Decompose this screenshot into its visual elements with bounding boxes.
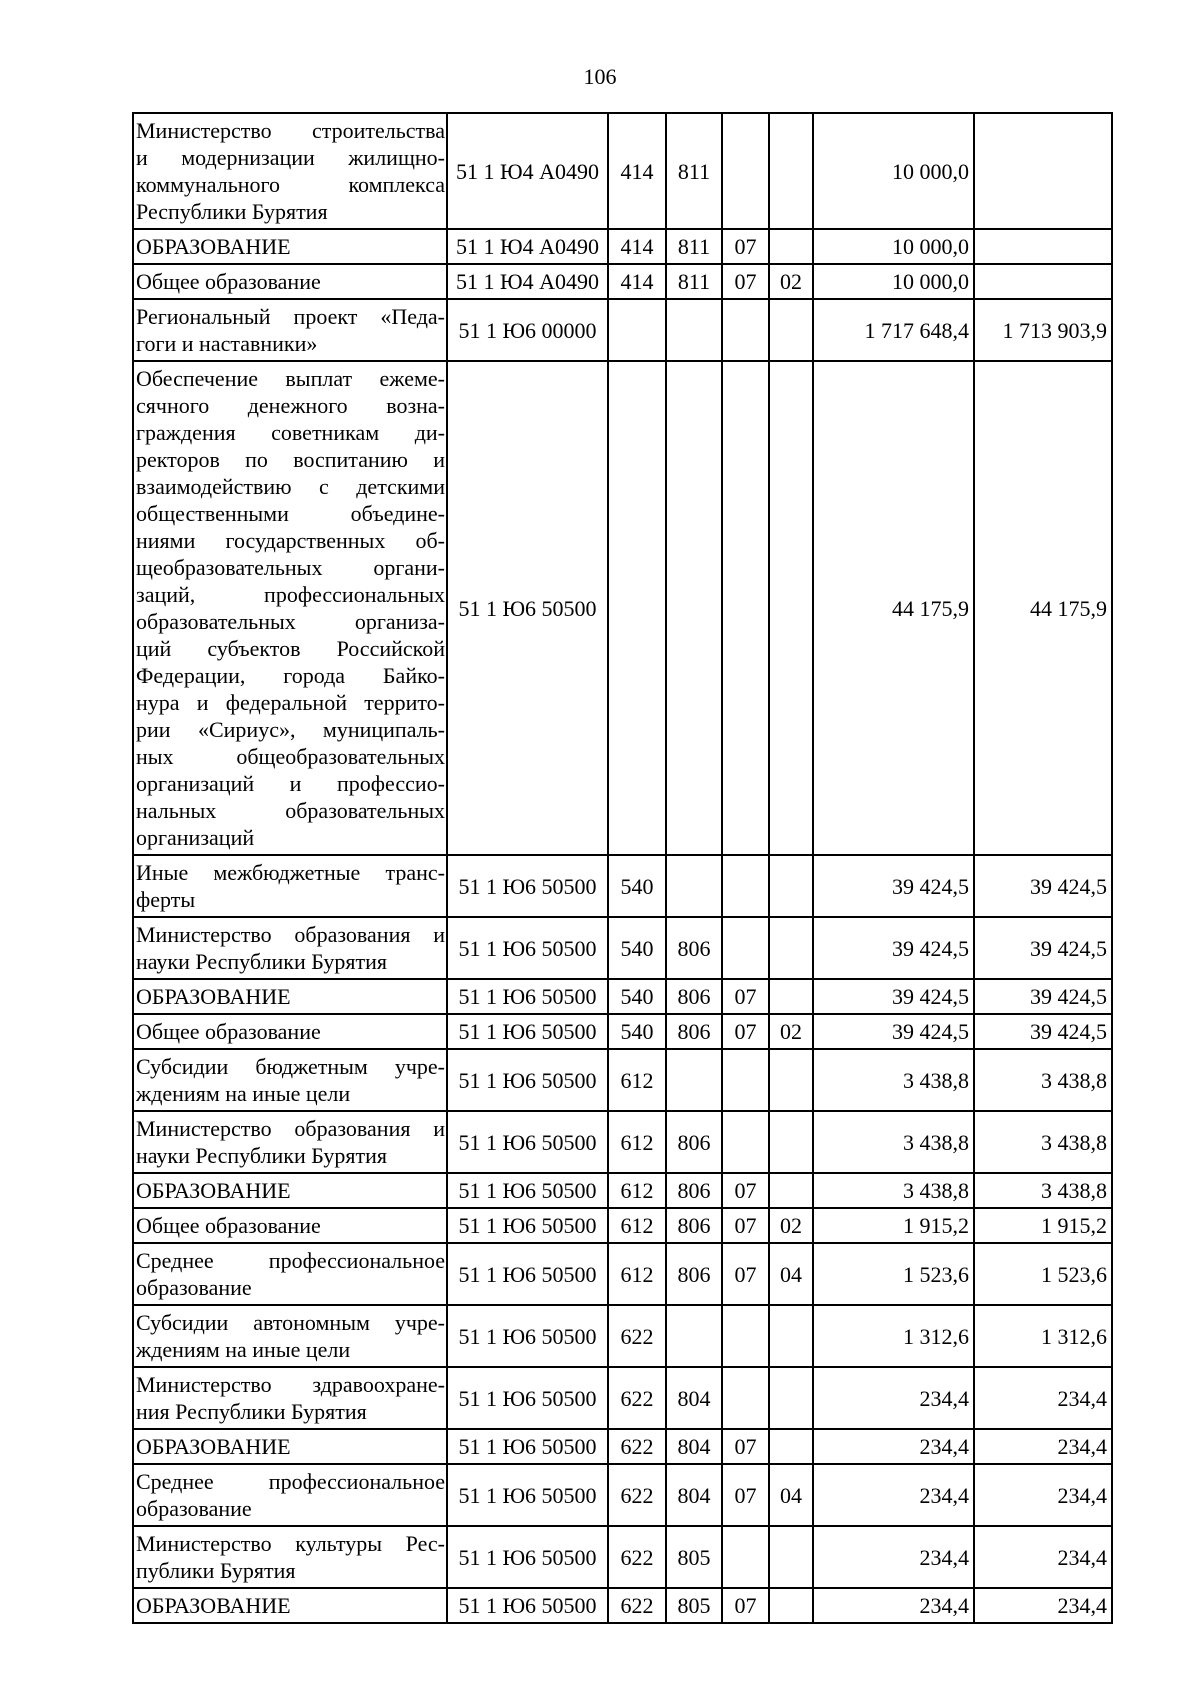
cell-pr [769,1367,813,1429]
cell-label [133,1111,447,1173]
cell-pr: 02 [769,1014,813,1049]
cell-label [133,917,447,979]
cell-sum2: 234,4 [974,1464,1112,1526]
cell-agency: 804 [666,1429,722,1464]
cell-label [133,1014,447,1049]
cell-sum2: 234,4 [974,1526,1112,1588]
cell-agency [666,361,722,855]
cell-code: 51 1 Ю6 50500 [447,979,608,1014]
cell-agency: 804 [666,1464,722,1526]
cell-agency [666,1305,722,1367]
cell-pr [769,1526,813,1588]
cell-sum1: 10 000,0 [813,264,974,299]
cell-rz: 07 [722,1014,769,1049]
label-line: науки Республики Бурятия [136,1143,387,1168]
cell-sum1: 3 438,8 [813,1111,974,1173]
table-row [133,917,1112,979]
table-row [133,113,1112,229]
cell-pr [769,855,813,917]
cell-rz [722,1305,769,1367]
cell-vr [608,299,666,361]
cell-sum2: 39 424,5 [974,1014,1112,1049]
cell-vr: 414 [608,264,666,299]
cell-vr: 612 [608,1243,666,1305]
cell-vr: 612 [608,1111,666,1173]
cell-code: 51 1 Ю6 50500 [447,1014,608,1049]
label-line: Иные межбюджетные транс- [136,860,445,885]
cell-sum2: 39 424,5 [974,855,1112,917]
cell-rz [722,1111,769,1173]
cell-sum2: 1 915,2 [974,1208,1112,1243]
cell-vr: 540 [608,979,666,1014]
label-line: ждениям на иные цели [136,1337,351,1362]
cell-vr: 612 [608,1173,666,1208]
cell-pr [769,113,813,229]
cell-code: 51 1 Ю4 А0490 [447,229,608,264]
table-row [133,1429,1112,1464]
label-line: организаций и профессио- [136,771,445,796]
cell-pr [769,361,813,855]
cell-code: 51 1 Ю6 50500 [447,917,608,979]
cell-agency: 804 [666,1367,722,1429]
table-row [133,979,1112,1014]
cell-code: 51 1 Ю6 50500 [447,1429,608,1464]
label-line: ОБРАЗОВАНИЕ [136,1434,291,1459]
cell-pr [769,1429,813,1464]
cell-sum2 [974,113,1112,229]
cell-code: 51 1 Ю6 50500 [447,1173,608,1208]
label-line: щеобразовательных органи- [136,555,445,580]
table-row [133,264,1112,299]
cell-sum2: 3 438,8 [974,1049,1112,1111]
cell-agency: 811 [666,264,722,299]
cell-vr: 414 [608,229,666,264]
cell-label [133,361,447,855]
table-row [133,1305,1112,1367]
cell-rz: 07 [722,264,769,299]
label-line: сячного денежного возна- [136,393,445,418]
cell-label [133,1464,447,1526]
cell-sum1: 1 312,6 [813,1305,974,1367]
label-line: Республики Бурятия [136,199,328,224]
cell-code: 51 1 Ю6 50500 [447,1111,608,1173]
cell-code: 51 1 Ю6 50500 [447,855,608,917]
cell-agency [666,855,722,917]
cell-sum2: 39 424,5 [974,917,1112,979]
cell-vr: 622 [608,1526,666,1588]
cell-agency: 806 [666,1111,722,1173]
label-line: нальных образовательных [136,798,445,823]
label-line: граждения советникам ди- [136,420,445,445]
cell-code: 51 1 Ю4 А0490 [447,264,608,299]
cell-rz [722,1367,769,1429]
label-line: Среднее профессиональное [136,1469,445,1494]
label-line: образовательных организа- [136,609,445,634]
cell-sum2: 234,4 [974,1429,1112,1464]
cell-code: 51 1 Ю6 00000 [447,299,608,361]
cell-sum2: 1 312,6 [974,1305,1112,1367]
label-line: образование [136,1496,252,1521]
cell-pr [769,1173,813,1208]
cell-label [133,299,447,361]
cell-vr: 622 [608,1305,666,1367]
cell-vr: 622 [608,1464,666,1526]
cell-sum2: 44 175,9 [974,361,1112,855]
cell-agency: 805 [666,1526,722,1588]
cell-code: 51 1 Ю6 50500 [447,1305,608,1367]
table-row [133,1111,1112,1173]
cell-sum1: 39 424,5 [813,855,974,917]
budget-table [132,112,1113,1624]
cell-rz: 07 [722,979,769,1014]
cell-pr [769,229,813,264]
cell-sum1: 39 424,5 [813,1014,974,1049]
label-line: ОБРАЗОВАНИЕ [136,984,291,1009]
label-line: ций субъектов Российской [136,636,445,661]
table-row [133,361,1112,855]
cell-sum1: 44 175,9 [813,361,974,855]
table-row [133,1208,1112,1243]
cell-label [133,1173,447,1208]
cell-label [133,855,447,917]
cell-code: 51 1 Ю6 50500 [447,1208,608,1243]
label-line: рии «Сириус», муниципаль- [136,717,445,742]
label-line: ректоров по воспитанию и [136,447,445,472]
page-number: 106 [583,64,617,89]
cell-rz [722,917,769,979]
label-line: и модернизации жилищно- [136,145,445,170]
label-line: Министерство здравоохране- [136,1372,445,1397]
cell-rz: 07 [722,1464,769,1526]
cell-pr [769,1111,813,1173]
table-row [133,1243,1112,1305]
cell-rz: 07 [722,229,769,264]
table-row [133,1014,1112,1049]
cell-code: 51 1 Ю6 50500 [447,1243,608,1305]
cell-agency: 806 [666,1014,722,1049]
label-line: ОБРАЗОВАНИЕ [136,1178,291,1203]
cell-agency: 811 [666,229,722,264]
cell-pr: 02 [769,264,813,299]
cell-sum1: 3 438,8 [813,1173,974,1208]
cell-pr [769,917,813,979]
cell-vr: 612 [608,1049,666,1111]
cell-vr: 622 [608,1588,666,1623]
cell-rz [722,1049,769,1111]
cell-vr: 622 [608,1367,666,1429]
cell-sum2: 1 523,6 [974,1243,1112,1305]
cell-vr: 540 [608,917,666,979]
cell-pr [769,979,813,1014]
cell-agency [666,1049,722,1111]
cell-label [133,1588,447,1623]
label-line: науки Республики Бурятия [136,949,387,974]
cell-sum1: 39 424,5 [813,917,974,979]
label-line: ния Республики Бурятия [136,1399,367,1424]
cell-pr: 04 [769,1464,813,1526]
cell-label [133,1367,447,1429]
cell-code: 51 1 Ю6 50500 [447,1049,608,1111]
label-line: коммунального комплекса [136,172,445,197]
cell-label [133,1243,447,1305]
cell-agency: 806 [666,1173,722,1208]
label-line: Федерации, города Байко- [136,663,445,688]
cell-agency [666,299,722,361]
cell-agency: 806 [666,1243,722,1305]
cell-sum2 [974,264,1112,299]
cell-pr [769,1588,813,1623]
cell-rz: 07 [722,1588,769,1623]
label-line: публики Бурятия [136,1558,296,1583]
label-line: взаимодействию с детскими [136,474,445,499]
label-line: ОБРАЗОВАНИЕ [136,1593,291,1618]
cell-label [133,264,447,299]
label-line: Субсидии бюджетным учре- [136,1054,445,1079]
cell-sum1: 10 000,0 [813,113,974,229]
label-line: Обеспечение выплат ежеме- [136,366,445,391]
label-line: Региональный проект «Педа- [136,304,445,329]
cell-rz [722,361,769,855]
label-line: Министерство образования и [136,1116,445,1141]
cell-sum1: 1 915,2 [813,1208,974,1243]
label-line: Министерство культуры Рес- [136,1531,445,1556]
cell-rz: 07 [722,1173,769,1208]
table-row [133,1464,1112,1526]
cell-label [133,113,447,229]
label-line: ОБРАЗОВАНИЕ [136,234,291,259]
table-row [133,1526,1112,1588]
cell-agency: 811 [666,113,722,229]
budget-table-body [133,113,1112,1623]
cell-label [133,229,447,264]
label-line: ниями государственных об- [136,528,445,553]
cell-label [133,979,447,1014]
table-row [133,1049,1112,1111]
label-line: ждениям на иные цели [136,1081,351,1106]
cell-vr: 622 [608,1429,666,1464]
cell-rz [722,113,769,229]
cell-sum1: 1 717 648,4 [813,299,974,361]
label-line: Общее образование [136,1213,321,1238]
cell-sum1: 1 523,6 [813,1243,974,1305]
cell-pr [769,1305,813,1367]
label-line: ферты [136,887,196,912]
label-line: организаций [136,825,255,850]
cell-label [133,1526,447,1588]
label-line: Общее образование [136,269,321,294]
cell-sum1: 39 424,5 [813,979,974,1014]
table-row [133,299,1112,361]
label-line: нура и федеральной террито- [136,690,445,715]
table-row [133,855,1112,917]
cell-rz: 07 [722,1208,769,1243]
table-row [133,1367,1112,1429]
cell-sum2 [974,229,1112,264]
cell-code: 51 1 Ю6 50500 [447,1588,608,1623]
label-line: Субсидии автономным учре- [136,1310,445,1335]
cell-rz [722,299,769,361]
cell-rz [722,1526,769,1588]
label-line: Общее образование [136,1019,321,1044]
cell-label [133,1049,447,1111]
cell-sum2: 234,4 [974,1367,1112,1429]
cell-sum1: 10 000,0 [813,229,974,264]
cell-code: 51 1 Ю6 50500 [447,1367,608,1429]
cell-rz: 07 [722,1429,769,1464]
cell-vr: 540 [608,1014,666,1049]
cell-sum1: 234,4 [813,1367,974,1429]
cell-vr: 540 [608,855,666,917]
cell-vr [608,361,666,855]
cell-sum1: 3 438,8 [813,1049,974,1111]
cell-sum2: 39 424,5 [974,979,1112,1014]
cell-label [133,1305,447,1367]
cell-label [133,1429,447,1464]
cell-code: 51 1 Ю6 50500 [447,361,608,855]
cell-agency: 806 [666,917,722,979]
cell-vr: 414 [608,113,666,229]
cell-label [133,1208,447,1243]
cell-sum2: 234,4 [974,1588,1112,1623]
label-line: Среднее профессиональное [136,1248,445,1273]
cell-vr: 612 [608,1208,666,1243]
cell-rz [722,855,769,917]
cell-pr: 02 [769,1208,813,1243]
cell-code: 51 1 Ю6 50500 [447,1464,608,1526]
cell-agency: 805 [666,1588,722,1623]
table-row [133,1588,1112,1623]
cell-sum1: 234,4 [813,1464,974,1526]
label-line: Министерство строительства [136,118,445,143]
cell-rz: 07 [722,1243,769,1305]
label-line: Министерство образования и [136,922,445,947]
label-line: гоги и наставники» [136,331,318,356]
cell-sum2: 1 713 903,9 [974,299,1112,361]
cell-code: 51 1 Ю6 50500 [447,1526,608,1588]
cell-pr [769,299,813,361]
label-line: ных общеобразовательных [136,744,445,769]
cell-sum1: 234,4 [813,1588,974,1623]
cell-code: 51 1 Ю4 А0490 [447,113,608,229]
cell-agency: 806 [666,979,722,1014]
cell-sum1: 234,4 [813,1526,974,1588]
label-line: образование [136,1275,252,1300]
label-line: общественными объедине- [136,501,445,526]
table-row [133,229,1112,264]
cell-sum2: 3 438,8 [974,1173,1112,1208]
cell-sum1: 234,4 [813,1429,974,1464]
cell-pr [769,1049,813,1111]
cell-agency: 806 [666,1208,722,1243]
table-row [133,1173,1112,1208]
cell-sum2: 3 438,8 [974,1111,1112,1173]
label-line: заций, профессиональных [136,582,445,607]
cell-pr: 04 [769,1243,813,1305]
